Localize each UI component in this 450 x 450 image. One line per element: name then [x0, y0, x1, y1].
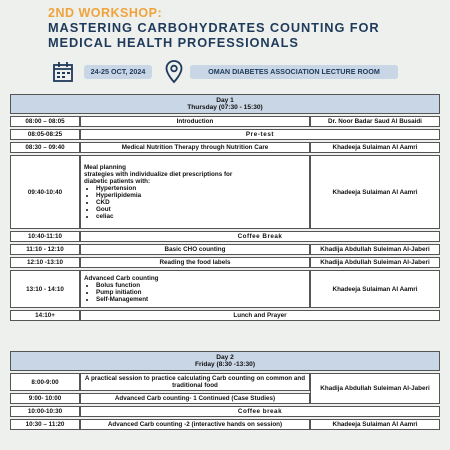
session-speaker: Khadeeja Sulaiman Al Aamri	[310, 419, 440, 430]
day2-subtitle: Friday (8:30 -13:30)	[194, 361, 256, 368]
calendar-icon	[52, 61, 74, 83]
table-row	[10, 310, 440, 321]
session-speaker: Khadija Abdullah Suleiman Al-Jaberi	[310, 257, 440, 268]
list-item: • Gout	[96, 206, 306, 213]
session-time: 08:05-08:25	[10, 129, 80, 140]
day2-header	[10, 351, 440, 371]
activity-line: Meal planning	[84, 164, 126, 171]
day1-subtitle: Thursday (07:30 - 15:30)	[187, 104, 263, 111]
session-time: 08:30 – 09:40	[10, 142, 80, 153]
list-item: • Pump initiation	[96, 289, 306, 296]
session-activity: Advanced Carb counting -2 (interactive hands on session)	[80, 419, 310, 430]
table-row	[10, 419, 440, 430]
session-time: 13:10 - 14:10	[10, 270, 80, 308]
session-time: 12:10 -13:10	[10, 257, 80, 268]
session-speaker: Khadija Abdullah Suleiman Al-Jaberi	[310, 244, 440, 255]
day2-title: Day 2	[216, 354, 234, 361]
session-time: 10:40-11:10	[10, 231, 80, 242]
session-speaker: Khadija Abdullah Suleiman Al-Jaberi	[310, 373, 440, 404]
info-bar	[0, 60, 450, 84]
list-item: • Bolus function	[96, 282, 306, 289]
list-item: • CKD	[96, 199, 306, 206]
list-item: • Hyperlipidemia	[96, 192, 306, 199]
table-row	[10, 155, 440, 229]
session-time: 08:00 – 08:05	[10, 116, 80, 127]
session-activity: Lunch and Prayer	[80, 310, 440, 321]
session-activity	[80, 270, 310, 308]
topic-list	[84, 282, 306, 303]
table-row	[10, 116, 440, 127]
session-time: 11:10 - 12:10	[10, 244, 80, 255]
location-pin-icon	[165, 60, 183, 84]
table-row	[10, 373, 440, 391]
session-activity	[80, 155, 310, 229]
table-row	[10, 231, 440, 242]
day1-title: Day 1	[216, 97, 234, 104]
list-item: • Self-Management	[96, 296, 306, 303]
session-time: 10:30 – 11:20	[10, 419, 80, 430]
session-speaker: Khadeeja Sulaiman Al Aamri	[310, 155, 440, 229]
session-speaker: Khadeeja Sulaiman Al Aamri	[310, 142, 440, 153]
activity-line: diabetic patients with:	[84, 178, 151, 185]
day2-schedule	[10, 349, 440, 432]
activity-line: strategies with individualize diet prescriptions for	[84, 171, 233, 178]
session-time: 09:40-10:40	[10, 155, 80, 229]
venue-pill: OMAN DIABETES ASSOCIATION LECTURE ROOM	[190, 65, 398, 79]
session-speaker: Khadeeja Sulaiman Al Aamri	[310, 270, 440, 308]
session-activity: Reading the food labels	[80, 257, 310, 268]
session-time: 10:00-10:30	[10, 406, 80, 417]
session-activity: Introduction	[80, 116, 310, 127]
table-row	[10, 257, 440, 268]
list-item: • Hypertension	[96, 185, 306, 192]
session-activity: Medical Nutrition Therapy through Nutrition Care	[80, 142, 310, 153]
session-activity: Coffee Break	[80, 231, 440, 242]
workshop-label: 2ND WORKSHOP:	[48, 6, 163, 20]
workshop-title: MASTERING CARBOHYDRATES COUNTING FOR MEDICAL HEALTH PROFESSIONALS	[48, 20, 380, 50]
table-row	[10, 270, 440, 308]
session-time: 9:00- 10:00	[10, 393, 80, 404]
activity-title: Advanced Carb counting	[84, 275, 159, 282]
table-row	[10, 129, 440, 140]
day1-schedule	[10, 92, 440, 323]
table-row	[10, 406, 440, 417]
session-activity: Pre-test	[80, 129, 440, 140]
session-activity: Advanced Carb counting- 1 Continued (Case Studies)	[80, 393, 310, 404]
session-activity: Basic CHO counting	[80, 244, 310, 255]
session-activity: Coffee break	[80, 406, 440, 417]
session-time: 14:10+	[10, 310, 80, 321]
topic-list	[84, 185, 306, 220]
table-row	[10, 244, 440, 255]
session-activity: A practical session to practice calculating Carb counting on common and traditional food	[80, 373, 310, 391]
list-item: • celiac	[96, 213, 306, 220]
table-row	[10, 142, 440, 153]
session-speaker: Dr. Noor Badar Saud Al Busaidi	[310, 116, 440, 127]
day1-header	[10, 94, 440, 114]
session-time: 8:00-9:00	[10, 373, 80, 391]
date-pill: 24-25 OCT, 2024	[84, 65, 152, 79]
